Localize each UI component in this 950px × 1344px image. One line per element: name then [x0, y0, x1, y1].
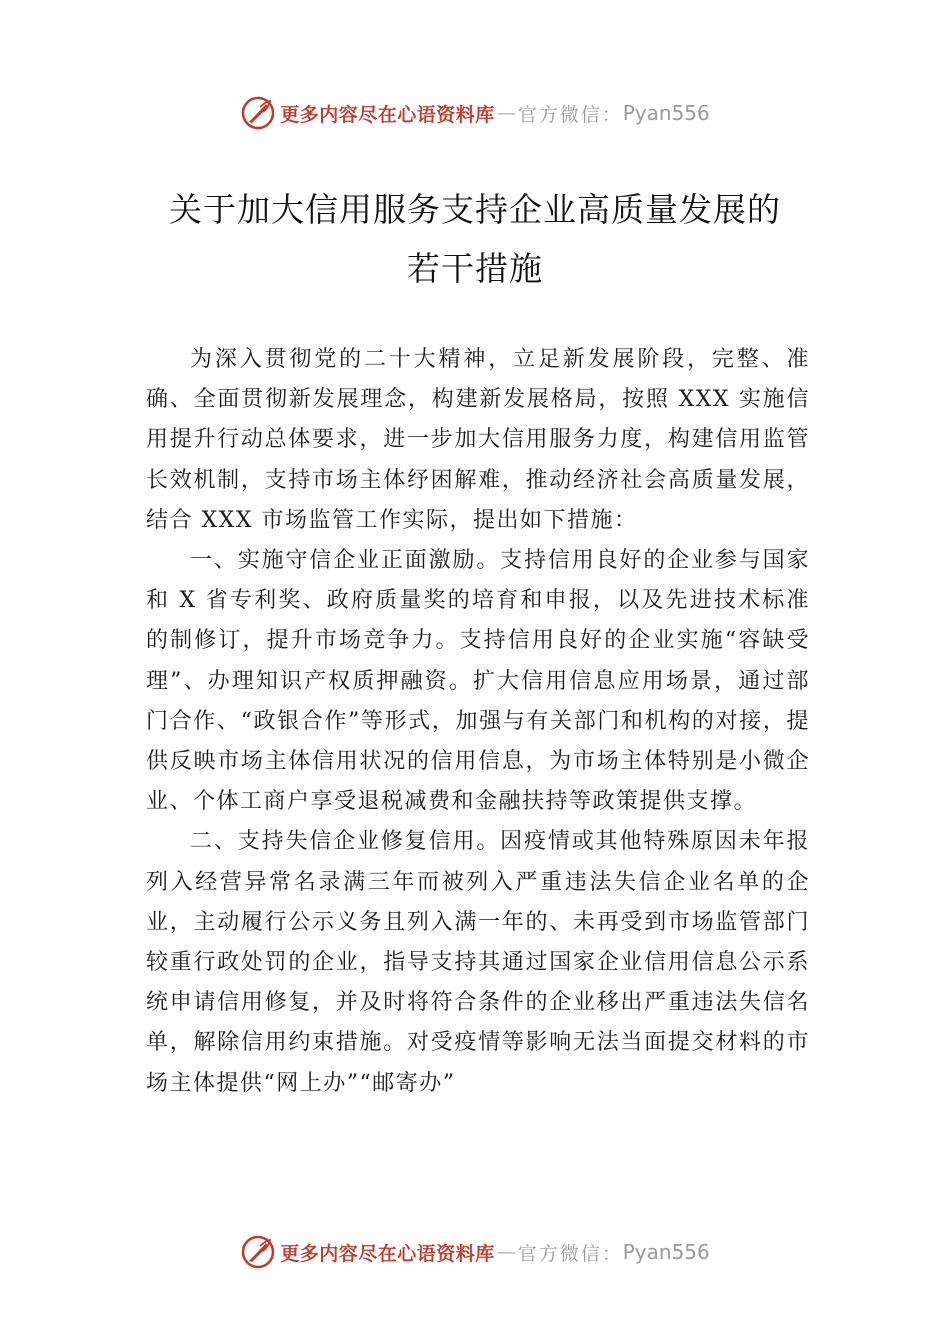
- document-title-line-1: 关于加大信用服务支持企业高质量发展的: [169, 190, 781, 229]
- section-2-paragraph: 二、支持失信企业修复信用。因疫情或其他特殊原因未年报列入经营异常名录满三年而被列入严重违法失信企业名单的企业，主动履行公示义务且列入满一年的、未再受到市场监管部门较重行政处罚的企业，指导支持其通过国家企业信用信息公示系统申请信用修复，并及时将符合条件的企业移出严重违法失信名单，解除信用约束措施。对受疫情等影响无法当面提交材料的市场主体提供“网上办”“邮寄办”: [146, 829, 810, 1096]
- quill-logo-icon: [240, 95, 276, 131]
- document-title-line-2: 若干措施: [407, 249, 543, 288]
- banner-wechat-id: Pyan556: [622, 101, 710, 125]
- banner-wechat-label: 官方微信：: [517, 1242, 623, 1265]
- banner-wechat-label: 官方微信：: [517, 103, 623, 126]
- banner-brand-text: 更多内容尽在心语资料库: [280, 1242, 495, 1265]
- document-body: [146, 340, 810, 1104]
- section-1-paragraph: 一、实施守信企业正面激励。支持信用良好的企业参与国家和 X 省专利奖、政府质量奖的培育和申报，以及先进技术标准的制修订，提升市场竞争力。支持信用良好的企业实施“容缺受理”、办理知识产权质押融资。扩大信用信息应用场景，通过部门合作、“政银合作”等形式，加强与有关部门和机构的对接，提供反映市场主体信用状况的信用信息，为市场主体特别是小微企业、个体工商户享受退税减费和金融扶持等政策提供支撑。: [146, 548, 810, 815]
- banner-separator: —: [496, 102, 516, 124]
- footer-watermark-banner: [0, 1232, 950, 1272]
- banner-brand-text: 更多内容尽在心语资料库: [280, 103, 495, 126]
- banner-separator: —: [496, 1241, 516, 1263]
- quill-logo-icon: [240, 1234, 276, 1270]
- intro-paragraph: 为深入贯彻党的二十大精神，立足新发展阶段，完整、准确、全面贯彻新发展理念，构建新发展格局，按照 XXX 实施信用提升行动总体要求，进一步加大信用服务力度，构建信用监管长效机制，支持市场主体纾困解难，推动经济社会高质量发展，结合 XXX 市场监管工作实际，提出如下措施：: [146, 347, 810, 533]
- banner-wechat-id: Pyan556: [622, 1240, 710, 1264]
- header-watermark-banner: [0, 93, 950, 133]
